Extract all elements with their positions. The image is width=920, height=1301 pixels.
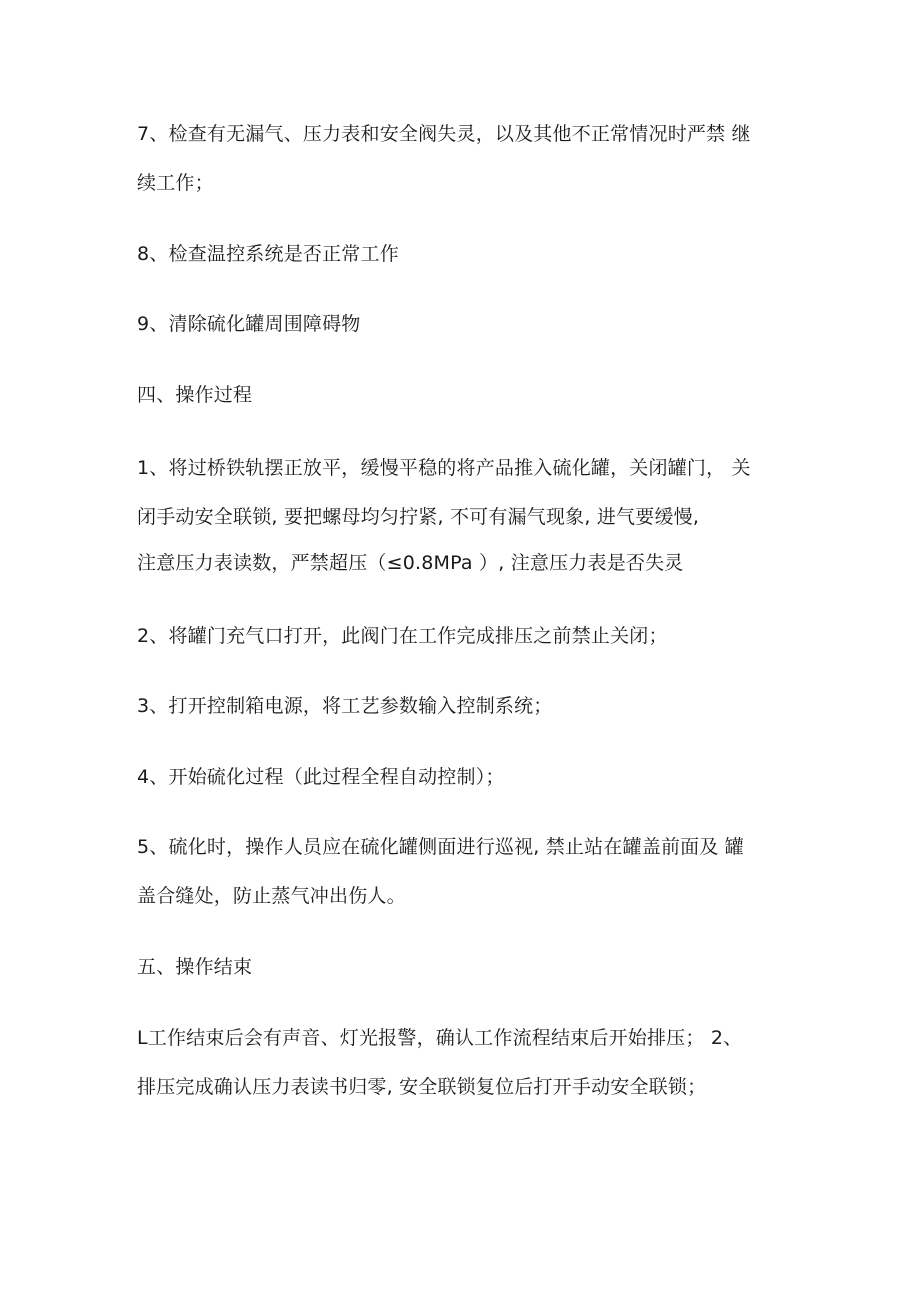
- section-heading-operation-process: 四、操作过程: [137, 384, 253, 406]
- text-line-step-4: 4、开始硫化过程（此过程全程自动控制）；: [137, 766, 505, 788]
- section-heading-operation-end: 五、操作结束: [137, 956, 253, 978]
- text-line-step-1-cont-b: 注意压力表读数，严禁超压（≤0.8MPa ）, 注意压力表是否失灵: [137, 552, 684, 574]
- text-line-step-5: 5、硫化时，操作人员应在硫化罐侧面进行巡视, 禁止站在罐盖前面及 罐: [137, 836, 745, 858]
- text-line-end-step-1: L工作结束后会有声音、灯光报警，确认工作流程结束后开始排压； 2、: [137, 1027, 743, 1049]
- text-line-step-5-cont: 盖合缝处，防止蒸气冲出伤人。: [137, 885, 406, 907]
- text-line-item-8: 8、检查温控系统是否正常工作: [137, 243, 399, 265]
- text-line-step-3: 3、打开控制箱电源，将工艺参数输入控制系统；: [137, 695, 553, 717]
- text-line-item-7-cont: 续工作；: [137, 172, 214, 194]
- text-line-step-2: 2、将罐门充气口打开，此阀门在工作完成排压之前禁止关闭；: [137, 625, 668, 647]
- text-line-end-step-2: 排压完成确认压力表读书归零, 安全联锁复位后打开手动安全联锁；: [137, 1076, 707, 1098]
- text-line-step-1-cont-a: 闭手动安全联锁, 要把螺母均匀拧紧, 不可有漏气现象, 进气要缓慢,: [137, 506, 700, 528]
- text-line-item-9: 9、清除硫化罐周围障碍物: [137, 313, 361, 335]
- text-line-item-7: 7、检查有无漏气、压力表和安全阀失灵，以及其他不正常情况时严禁 继: [137, 123, 751, 145]
- text-line-step-1: 1、将过桥铁轨摆正放平，缓慢平稳的将产品推入硫化罐，关闭罐门， 关: [137, 457, 751, 479]
